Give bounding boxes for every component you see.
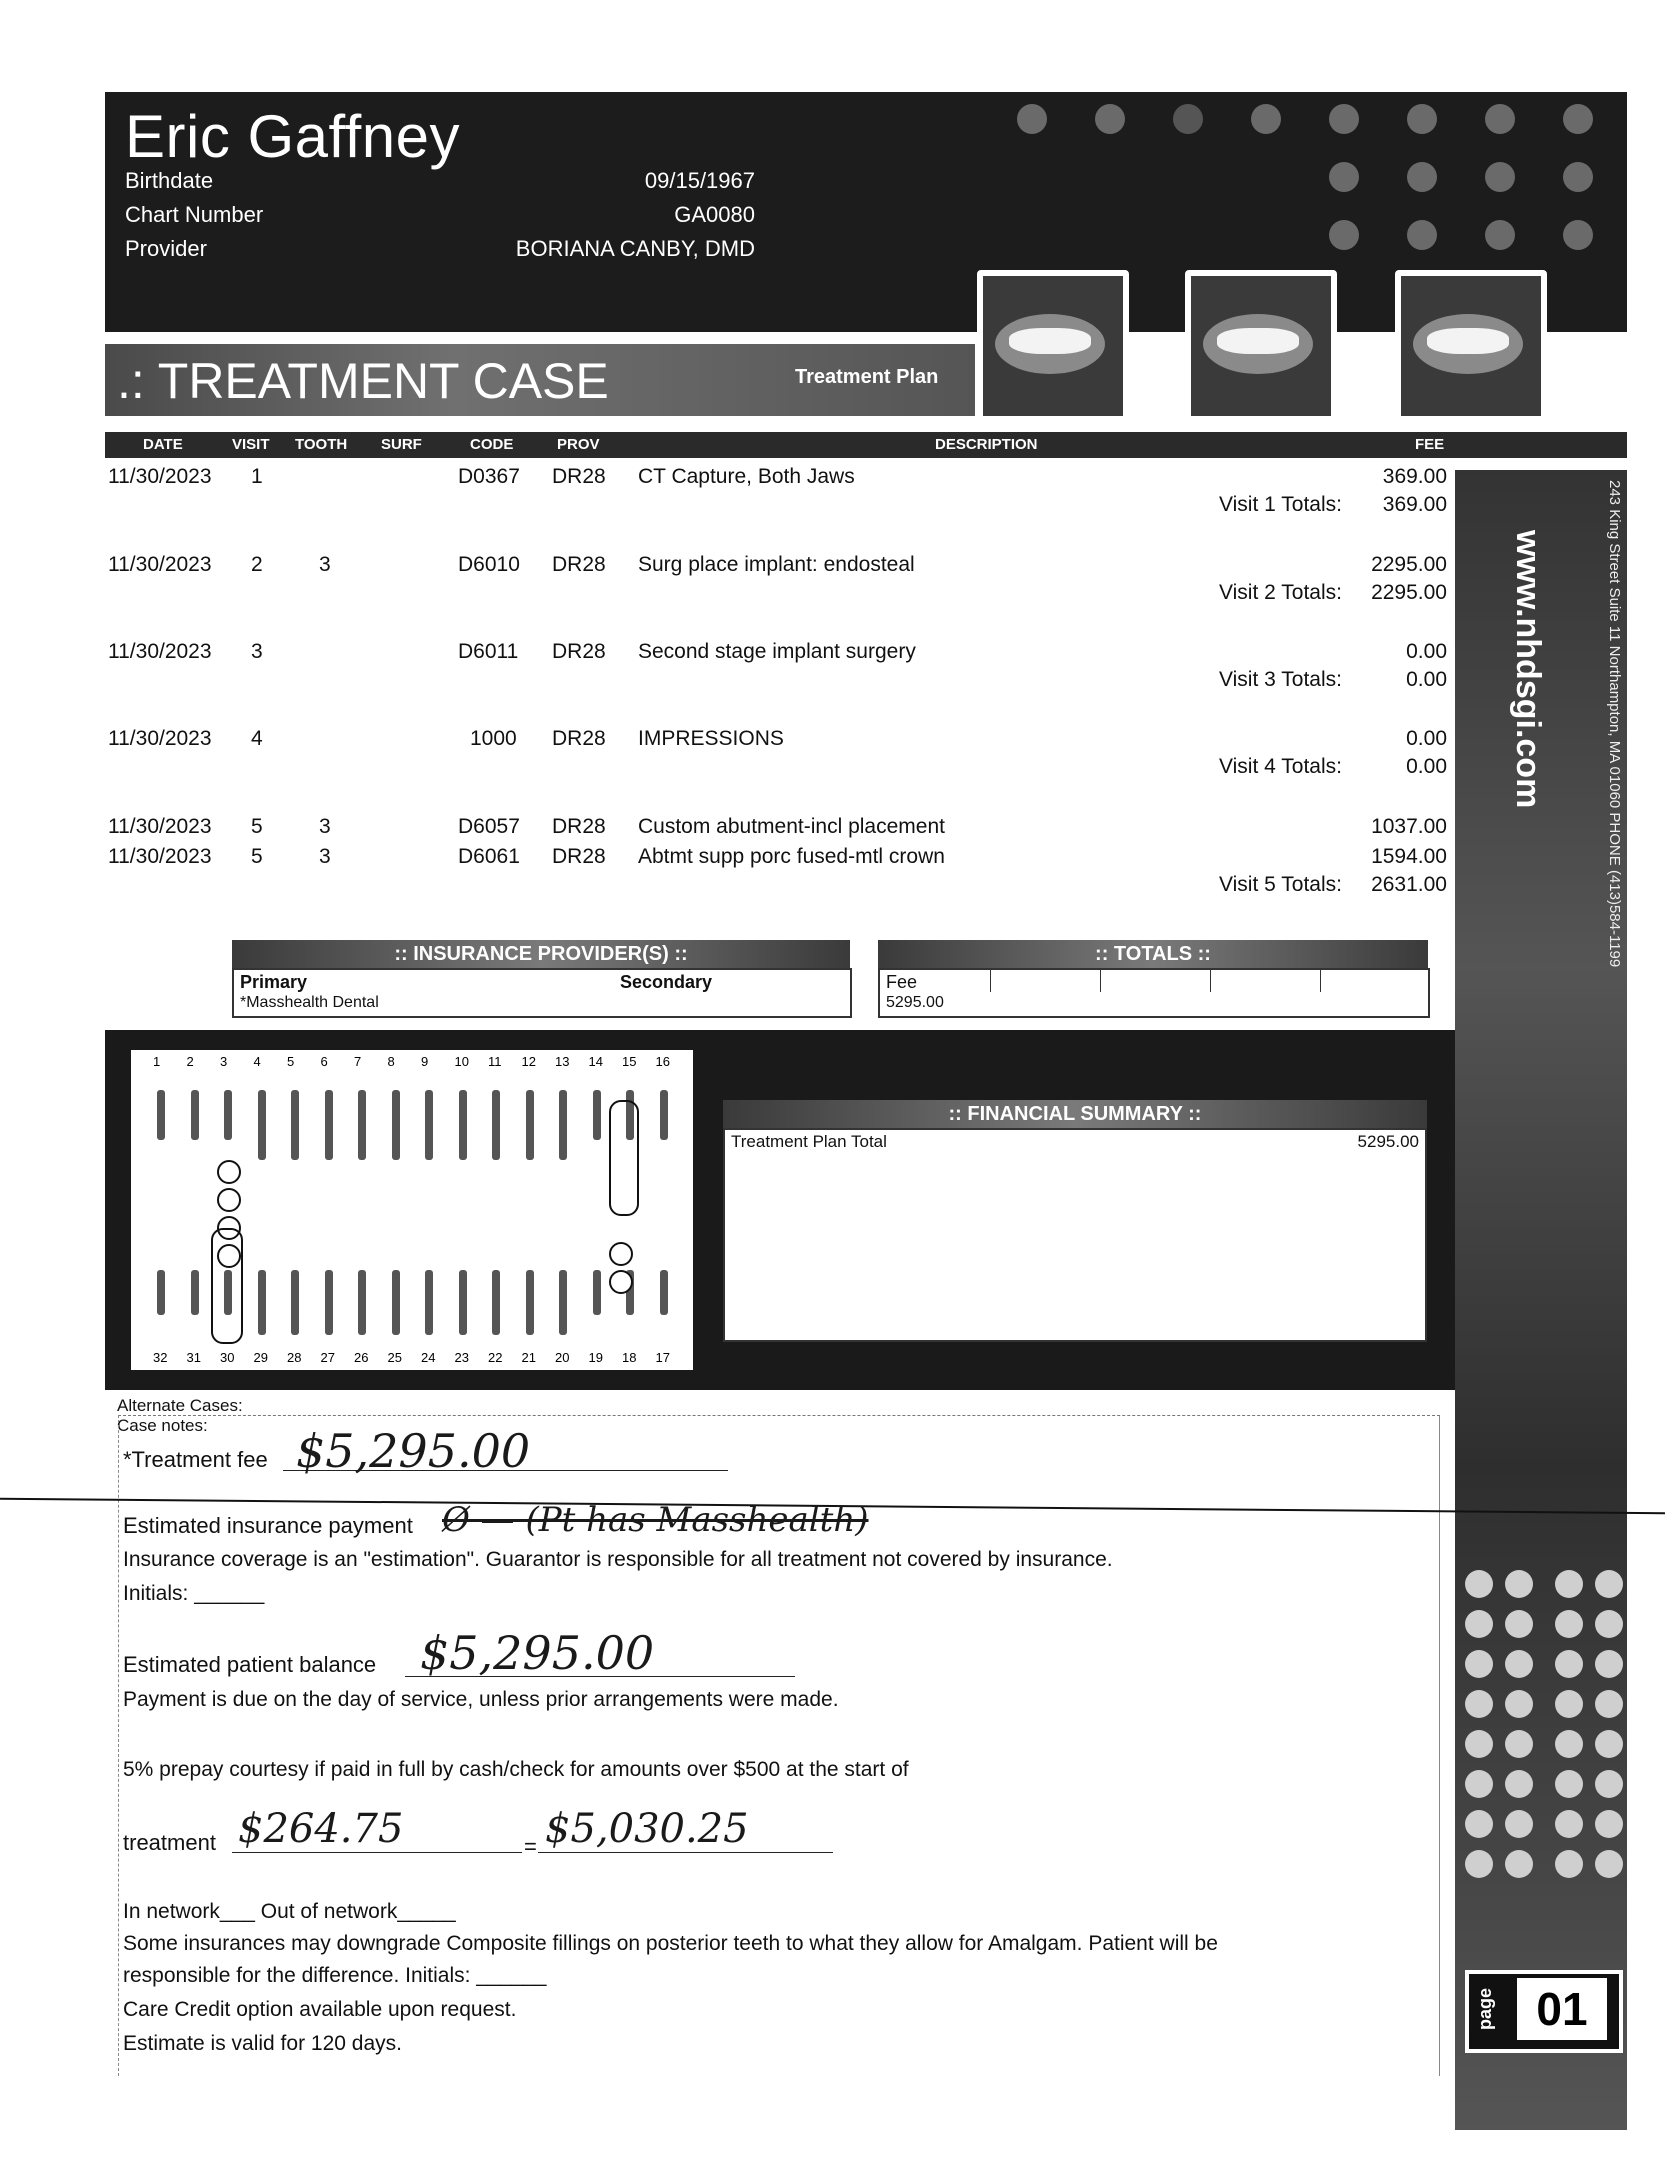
upper-tooth xyxy=(492,1090,500,1160)
row-prov: DR28 xyxy=(552,815,606,838)
upper-tooth xyxy=(593,1090,601,1140)
patient-name: Eric Gaffney xyxy=(125,103,461,170)
tooth-number-19: 19 xyxy=(588,1350,603,1365)
lower-tooth xyxy=(358,1270,366,1335)
practice-sidebar xyxy=(1455,470,1627,2130)
smile-photo-3 xyxy=(1395,270,1547,422)
tooth-number-27: 27 xyxy=(320,1350,335,1365)
insurance-heading: :: INSURANCE PROVIDER(S) :: xyxy=(232,940,850,968)
tooth-number-10: 10 xyxy=(454,1054,469,1069)
secondary-label: Secondary xyxy=(620,972,713,992)
tooth-number-32: 32 xyxy=(153,1350,168,1365)
visit-total-label: Visit 4 Totals: xyxy=(1219,755,1342,778)
lower-tooth xyxy=(459,1270,467,1335)
tooth-number-17: 17 xyxy=(655,1350,670,1365)
treatment-label: treatment xyxy=(123,1830,216,1855)
row-prov: DR28 xyxy=(552,845,606,868)
lower-tooth xyxy=(559,1270,567,1335)
tooth-number-7: 7 xyxy=(354,1054,362,1069)
tooth-number-25: 25 xyxy=(387,1350,402,1365)
procedure-column-header xyxy=(105,432,1627,458)
lower-tooth xyxy=(325,1270,333,1335)
row-code: D6010 xyxy=(458,553,520,576)
lower-tooth xyxy=(526,1270,534,1335)
prepay-note: 5% prepay courtesy if paid in full by cash/check for amounts over $500 at the start of xyxy=(123,1758,909,1781)
row-code: D6011 xyxy=(458,640,519,663)
col-prov: PROV xyxy=(557,436,600,453)
primary-label: Primary xyxy=(240,972,308,992)
lower-tooth xyxy=(425,1270,433,1335)
totals-heading: :: TOTALS :: xyxy=(878,940,1428,968)
row-code: D6061 xyxy=(458,845,520,868)
discount-handwritten: $264.75 xyxy=(238,1806,404,1852)
upper-tooth xyxy=(459,1090,467,1160)
tooth-number-12: 12 xyxy=(521,1054,536,1069)
upper-tooth xyxy=(660,1090,668,1140)
initials-line: Initials: ______ xyxy=(123,1582,265,1605)
row-description: Surg place implant: endosteal xyxy=(638,553,915,576)
row-date: 11/30/2023 xyxy=(108,553,212,576)
row-date: 11/30/2023 xyxy=(108,465,212,488)
row-date: 11/30/2023 xyxy=(108,727,212,750)
visit-total-amount: 0.00 xyxy=(1406,755,1447,778)
row-description: Abtmt supp porc fused-mtl crown xyxy=(638,845,945,868)
row-visit: 2 xyxy=(251,553,263,576)
insurance-coverage-note: Insurance coverage is an "estimation". Guarantor is responsible for all treatment not covered by insurance. xyxy=(123,1548,1113,1571)
row-date: 11/30/2023 xyxy=(108,845,212,868)
row-visit: 3 xyxy=(251,640,263,663)
tooth-number-18: 18 xyxy=(622,1350,637,1365)
estimated-insurance-label: Estimated insurance payment xyxy=(123,1513,413,1538)
row-fee: 2295.00 xyxy=(1371,553,1447,576)
tooth-number-20: 20 xyxy=(555,1350,570,1365)
treatment-plan-total-value: 5295.00 xyxy=(1357,1132,1419,1151)
tooth-number-4: 4 xyxy=(253,1054,261,1069)
net-line xyxy=(538,1852,833,1853)
downgrade-note-2: responsible for the difference. Initials: ______ xyxy=(123,1964,547,1987)
tooth-number-26: 26 xyxy=(354,1350,369,1365)
row-fee: 1594.00 xyxy=(1371,845,1447,868)
tooth-number-1: 1 xyxy=(153,1054,161,1069)
financial-summary-panel xyxy=(723,1128,1427,1342)
practice-website: www.nhdsgi.com xyxy=(1509,530,1547,809)
visit-total-label: Visit 2 Totals: xyxy=(1219,581,1342,604)
tooth-number-14: 14 xyxy=(588,1054,603,1069)
tooth-number-5: 5 xyxy=(287,1054,295,1069)
row-visit: 1 xyxy=(251,465,263,488)
upper-tooth xyxy=(425,1090,433,1160)
lower-tooth xyxy=(660,1270,668,1315)
upper-tooth xyxy=(559,1090,567,1160)
col-tooth: TOOTH xyxy=(295,436,348,453)
tooth-number-22: 22 xyxy=(488,1350,503,1365)
tooth-number-16: 16 xyxy=(655,1054,670,1069)
row-code: 1000 xyxy=(470,727,517,750)
treatment-fee-handwritten: $5,295.00 xyxy=(296,1424,531,1478)
lower-tooth xyxy=(157,1270,165,1315)
upper-tooth xyxy=(291,1090,299,1160)
lower-tooth xyxy=(258,1270,266,1335)
col-code: CODE xyxy=(470,436,514,453)
network-line: In network___ Out of network_____ xyxy=(123,1900,456,1923)
row-fee: 1037.00 xyxy=(1371,815,1447,838)
tooth-chart-area xyxy=(105,1030,1455,1390)
primary-value: *Masshealth Dental xyxy=(240,994,379,1011)
smile-photo-2 xyxy=(1185,270,1337,422)
provider-label: Provider xyxy=(125,236,207,261)
tooth-number-24: 24 xyxy=(421,1350,436,1365)
insurance-panel xyxy=(232,968,852,1018)
row-tooth: 3 xyxy=(319,815,331,838)
treatment-case-title: .: TREATMENT CASE xyxy=(117,353,609,409)
page-indicator xyxy=(1465,1970,1623,2053)
row-tooth: 3 xyxy=(319,845,331,868)
tooth-number-29: 29 xyxy=(253,1350,268,1365)
case-notes-label: Case notes: xyxy=(117,1416,208,1435)
lower-tooth xyxy=(291,1270,299,1335)
row-fee: 0.00 xyxy=(1406,727,1447,750)
treatment-case-band xyxy=(105,344,975,416)
col-surf: SURF xyxy=(381,436,422,453)
tooth-number-9: 9 xyxy=(421,1054,429,1069)
patient-header xyxy=(105,92,1627,332)
tooth-number-8: 8 xyxy=(387,1054,395,1069)
tooth-number-11: 11 xyxy=(488,1054,502,1069)
tooth-18-marker xyxy=(609,1270,633,1294)
treatment-plan-subtitle: Treatment Plan xyxy=(795,366,939,388)
tooth-number-13: 13 xyxy=(555,1054,570,1069)
smile-photo-1 xyxy=(977,270,1129,422)
visit-total-label: Visit 1 Totals: xyxy=(1219,493,1342,516)
upper-tooth xyxy=(224,1090,232,1140)
discount-line xyxy=(232,1852,522,1853)
fee-label: Fee xyxy=(886,972,918,992)
row-description: Custom abutment-incl placement xyxy=(638,815,945,838)
practice-address: 243 King Street Suite 11 Northampton, MA 01060 PHONE (413)584-1199 xyxy=(1606,480,1623,968)
tooth-number-21: 21 xyxy=(521,1350,536,1365)
visit-total-label: Visit 3 Totals: xyxy=(1219,668,1342,691)
upper-tooth xyxy=(325,1090,333,1160)
row-description: Second stage implant surgery xyxy=(638,640,916,663)
tooth-3-marker xyxy=(217,1160,241,1184)
tooth-number-2: 2 xyxy=(186,1054,194,1069)
row-visit: 4 xyxy=(251,727,263,750)
page-number: 01 xyxy=(1517,1978,1607,2040)
tooth-number-15: 15 xyxy=(622,1054,637,1069)
payment-due-note: Payment is due on the day of service, unless prior arrangements were made. xyxy=(123,1688,839,1711)
birthdate-value: 09/15/1967 xyxy=(644,168,755,193)
visit-total-amount: 2295.00 xyxy=(1371,581,1447,604)
estimated-insurance-handwritten: Ø — (Pt has Masshealth) xyxy=(442,1500,869,1540)
row-code: D0367 xyxy=(458,465,520,488)
birthdate-label: Birthdate xyxy=(125,168,214,193)
tooth-number-3: 3 xyxy=(220,1054,228,1069)
lower-tooth xyxy=(392,1270,400,1335)
row-prov: DR28 xyxy=(552,553,606,576)
upper-tooth xyxy=(258,1090,266,1160)
totals-panel xyxy=(878,968,1430,1018)
col-date: DATE xyxy=(143,436,183,453)
chart-number-value: GA0080 xyxy=(674,202,755,227)
page-label: page xyxy=(1475,1988,1495,2031)
visit-total-amount: 0.00 xyxy=(1406,668,1447,691)
row-date: 11/30/2023 xyxy=(108,640,212,663)
row-fee: 369.00 xyxy=(1382,465,1447,488)
visit-total-amount: 369.00 xyxy=(1382,493,1447,516)
tooth-15-outline xyxy=(609,1100,639,1216)
row-tooth: 3 xyxy=(319,553,331,576)
chart-number-label: Chart Number xyxy=(125,202,264,227)
alternate-cases-label: Alternate Cases: xyxy=(117,1396,243,1415)
tooth-30-outline xyxy=(211,1228,243,1344)
row-code: D6057 xyxy=(458,815,520,838)
col-fee: FEE xyxy=(1415,436,1445,453)
row-visit: 5 xyxy=(251,815,263,838)
estimated-balance-label: Estimated patient balance xyxy=(123,1652,377,1677)
upper-tooth xyxy=(392,1090,400,1160)
treatment-plan-total-label: Treatment Plan Total xyxy=(731,1132,887,1151)
visit-total-amount: 2631.00 xyxy=(1371,873,1447,896)
row-prov: DR28 xyxy=(552,727,606,750)
visit-total-label: Visit 5 Totals: xyxy=(1219,873,1342,896)
financial-summary-heading: :: FINANCIAL SUMMARY :: xyxy=(723,1100,1427,1128)
lower-tooth xyxy=(492,1270,500,1335)
row-description: IMPRESSIONS xyxy=(638,727,784,750)
row-prov: DR28 xyxy=(552,465,606,488)
provider-value: BORIANA CANBY, DMD xyxy=(515,236,755,261)
tooth-chart xyxy=(131,1050,693,1370)
lower-tooth xyxy=(593,1270,601,1315)
tooth-3-marker xyxy=(217,1188,241,1212)
row-prov: DR28 xyxy=(552,640,606,663)
upper-tooth xyxy=(191,1090,199,1140)
equals-sign: = xyxy=(524,1834,537,1859)
row-fee: 0.00 xyxy=(1406,640,1447,663)
lower-tooth xyxy=(191,1270,199,1315)
estimate-valid-note: Estimate is valid for 120 days. xyxy=(123,2032,402,2055)
upper-tooth xyxy=(358,1090,366,1160)
row-date: 11/30/2023 xyxy=(108,815,212,838)
tooth-number-28: 28 xyxy=(287,1350,302,1365)
tooth-number-31: 31 xyxy=(186,1350,201,1365)
net-handwritten: $5,030.25 xyxy=(545,1806,749,1852)
upper-tooth xyxy=(526,1090,534,1160)
fee-value: 5295.00 xyxy=(886,994,944,1011)
row-description: CT Capture, Both Jaws xyxy=(638,465,855,488)
tooth-number-30: 30 xyxy=(220,1350,235,1365)
care-credit-note: Care Credit option available upon request. xyxy=(123,1998,517,2021)
treatment-fee-label: *Treatment fee xyxy=(123,1447,268,1472)
tooth-18-marker xyxy=(609,1242,633,1266)
col-description: DESCRIPTION xyxy=(935,436,1038,453)
tooth-number-23: 23 xyxy=(454,1350,469,1365)
col-visit: VISIT xyxy=(232,436,270,453)
upper-tooth xyxy=(157,1090,165,1140)
tooth-number-6: 6 xyxy=(320,1054,328,1069)
row-visit: 5 xyxy=(251,845,263,868)
estimated-balance-handwritten: $5,295.00 xyxy=(420,1626,655,1680)
downgrade-note-1: Some insurances may downgrade Composite fillings on posterior teeth to what they allow for Amalgam. Patient will be xyxy=(123,1932,1218,1955)
